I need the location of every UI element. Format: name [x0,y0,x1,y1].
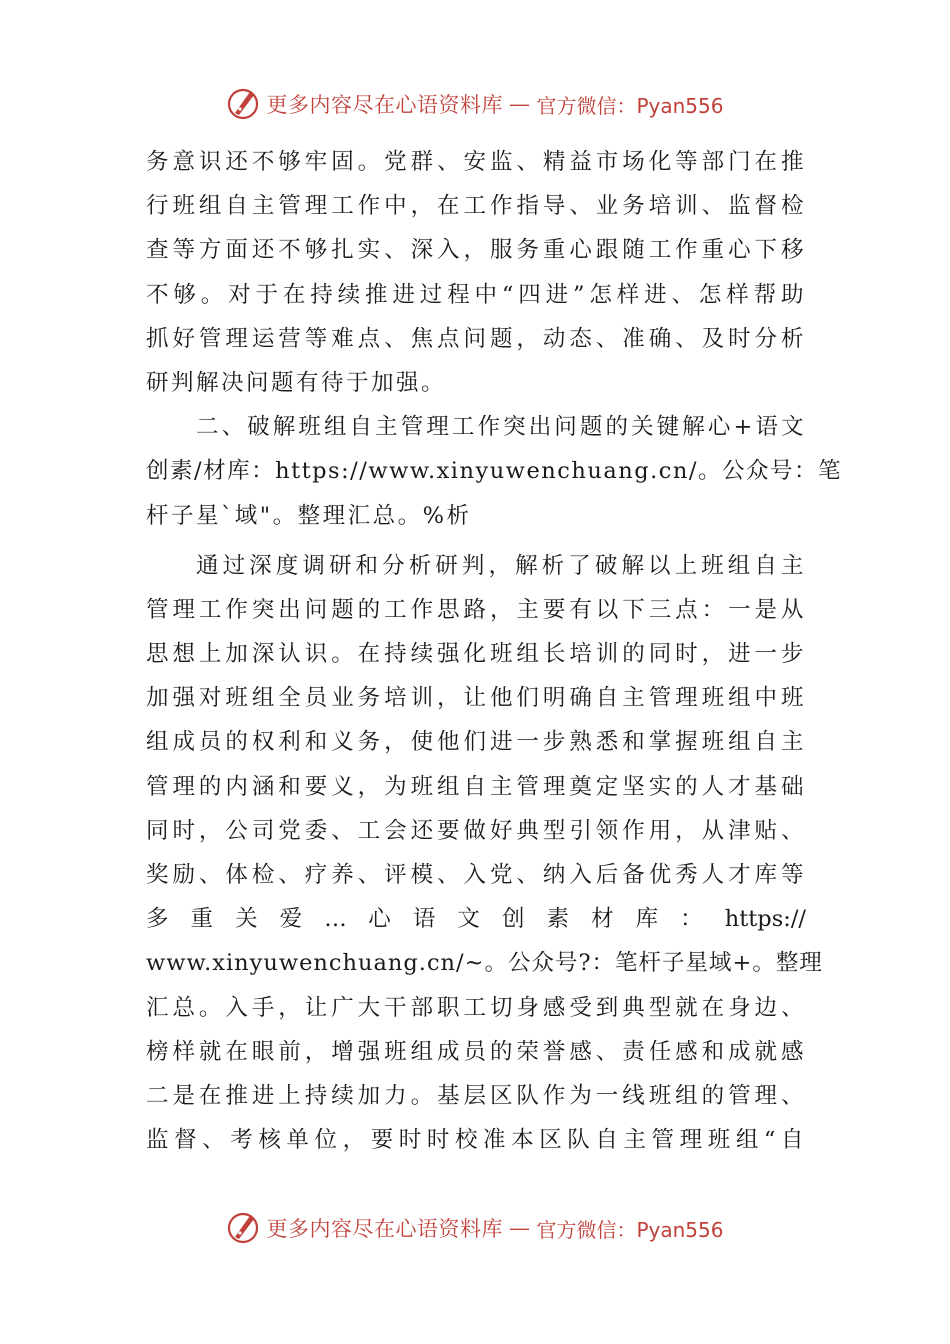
text-line: 奖励、体检、疗养、评模、入党、纳入后备优秀人才库等 [146,862,806,888]
text-line: www.xinyuwenchuang.cn/~。公众号?：笔杆子星域+。整理 [146,950,823,977]
text-line: 多 重 关 爱 … 心 语 文 创 素 材 库 ： https:// [146,906,806,933]
text-line: 创素/材库：https://www.xinyuwenchuang.cn/。公众号：笔 [146,458,842,485]
text-line: 查等方面还不够扎实、深入，服务重心跟随工作重心下移 [146,237,806,264]
section-heading: 二、破解班组自主管理工作突出问题的关键解心+语文 [196,414,806,441]
footer-watermark [0,1206,950,1250]
watermark-dash: — [508,92,531,116]
header-watermark [0,82,950,126]
text-line: 思想上加深认识。在持续强化班组长培训的同时，进一步 [146,641,806,668]
paragraph-start: 通过深度调研和分析研判，解析了破解以上班组自主 [196,552,806,579]
text-line: 研判解决问题有待于加强。 [146,369,447,396]
watermark-contact: 官方微信：Pyan556 [536,93,724,118]
text-line: 组成员的权利和义务，使他们进一步熟悉和掌握班组自主 [146,729,806,756]
pen-nib-circle-icon [226,1211,260,1245]
text-line: 同时，公司党委、工会还要做好典型引领作用，从津贴、 [146,817,806,844]
text-line: 管理工作突出问题的工作思路，主要有以下三点：一是从 [146,596,806,623]
text-line: 杆子星`域"。整理汇总。%析 [146,502,472,529]
text-line: 二是在推进上持续加力。基层区队作为一线班组的管理、 [146,1082,806,1109]
text-line: 不够。对于在持续推进过程中“四进”怎样进、怎样帮助 [146,281,806,308]
text-line: 抓好管理运营等难点、焦点问题，动态、准确、及时分析 [146,325,806,352]
watermark-brand: 更多内容尽在心语资料库 [266,93,503,117]
text-line: 榜样就在眼前，增强班组成员的荣誉感、责任感和成就感 [146,1038,806,1065]
text-line: 汇总。入手，让广大干部职工切身感受到典型就在身边、 [146,994,806,1021]
text-line: 监督、考核单位，要时时校准本区队自主管理班组“自 [146,1127,806,1154]
pen-nib-circle-icon [226,87,260,121]
text-line: 加强对班组全员业务培训，让他们明确自主管理班组中班 [146,685,806,712]
text-line: 管理的内涵和要义，为班组自主管理奠定坚实的人才基础 [146,773,806,800]
watermark-contact: 官方微信：Pyan556 [536,1217,724,1242]
body-text [146,140,842,1162]
watermark-dash: — [508,1216,531,1240]
watermark-brand: 更多内容尽在心语资料库 [266,1217,503,1241]
text-line: 务意识还不够牢固。党群、安监、精益市场化等部门在推 [146,149,806,175]
text-line: 行班组自主管理工作中，在工作指导、业务培训、监督检 [146,193,806,220]
